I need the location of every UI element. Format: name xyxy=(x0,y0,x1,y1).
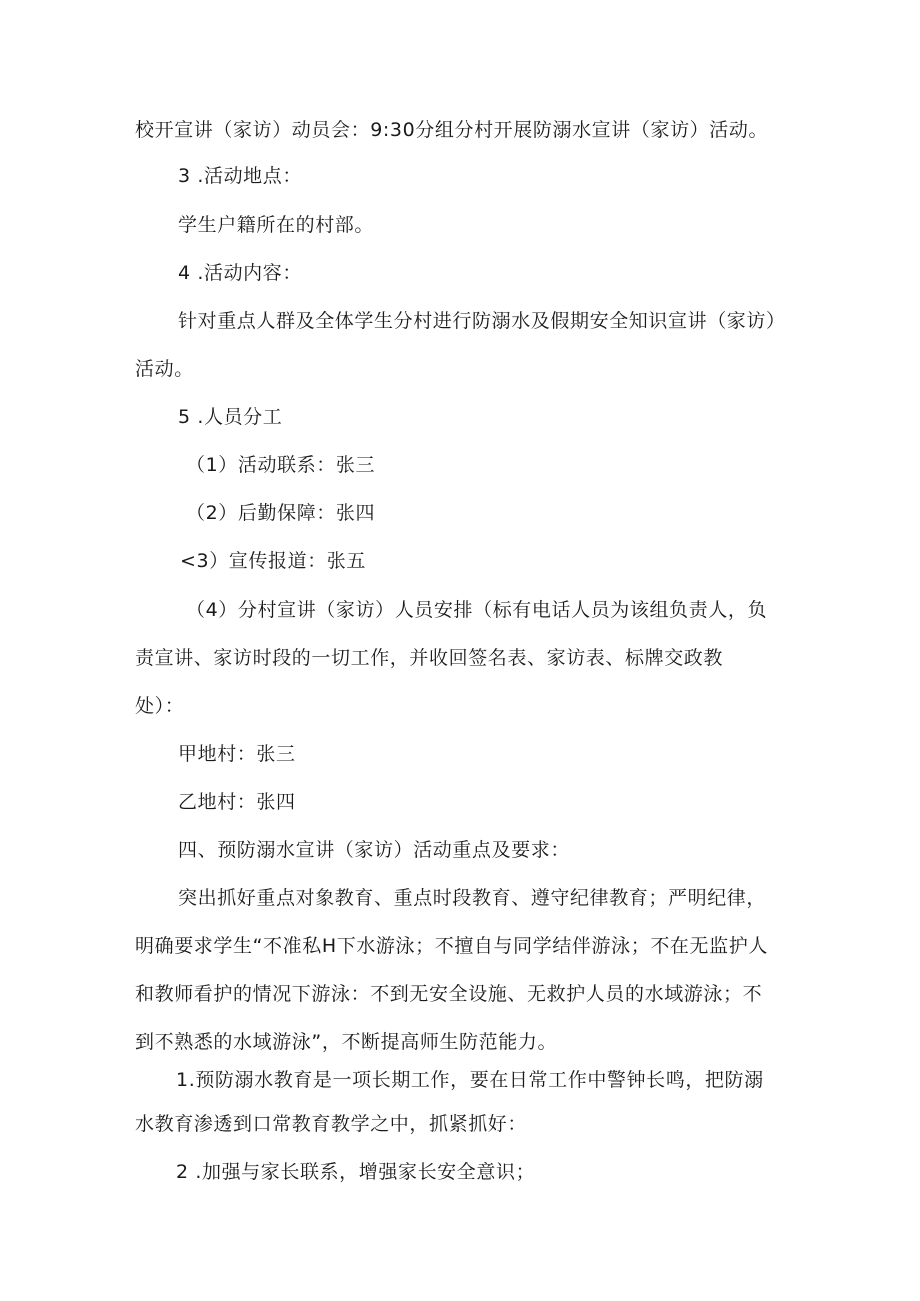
heading-section-four: 四、预防溺水宣讲（家访）活动重点及要求： xyxy=(178,839,571,861)
text-line-content: 针对重点人群及全体学生分村进行防溺水及假期安全知识宣讲（家访） xyxy=(178,310,786,332)
list-item-parents: 2 .加强与家长联系，增强家长安全意识； xyxy=(176,1161,536,1183)
heading-staff-assignment: 5 .人员分工 xyxy=(178,406,283,428)
text-line-requirements-1: 明确要求学生“不准私H下水游泳；不擅自与同学结伴游泳；不在无监护人 xyxy=(135,935,768,957)
list-item-village-arrangement: （4）分村宣讲（家访）人员安排（标有电话人员为该组负责人，负 xyxy=(186,599,768,621)
heading-activity-content: 4 .活动内容： xyxy=(178,262,302,284)
text-line-arrangement-end: 处）： xyxy=(135,695,185,717)
list-item-contact: （1）活动联系：张三 xyxy=(186,454,376,476)
list-item-education: 1.预防溺水教育是一项长期工作，要在日常工作中警钟长鸣，把防溺 xyxy=(176,1069,764,1091)
list-item-logistics: （2）后勤保障：张四 xyxy=(186,502,376,524)
text-line-village-a: 甲地村：张三 xyxy=(178,743,296,765)
text-line-kickoff-schedule: 校开宣讲（家访）动员会：9:30分组分村开展防溺水宣讲（家访）活动。 xyxy=(135,119,769,141)
text-line-location: 学生户籍所在的村部。 xyxy=(178,214,375,236)
heading-activity-location: 3 .活动地点： xyxy=(178,165,302,187)
list-item-publicity: <3）宣传报道：张五 xyxy=(180,550,367,572)
text-line-village-b: 乙地村：张四 xyxy=(178,791,296,813)
text-line-education-cont: 水教育渗透到口常教育教学之中，抓紧抓好： xyxy=(135,1113,528,1135)
text-line-requirements-3: 到不熟悉的水域游泳”，不断提高师生防范能力。 xyxy=(135,1031,558,1053)
text-line-focus: 突出抓好重点对象教育、重点时段教育、遵守纪律教育；严明纪律， xyxy=(178,887,767,909)
text-line-requirements-2: 和教师看护的情况下游泳：不到无安全设施、无救护人员的水域游泳；不 xyxy=(135,983,763,1005)
text-line-content-cont: 活动。 xyxy=(135,358,194,380)
text-line-arrangement-cont: 责宣讲、家访时段的一切工作，并收回签名表、家访表、标牌交政教 xyxy=(135,647,724,669)
